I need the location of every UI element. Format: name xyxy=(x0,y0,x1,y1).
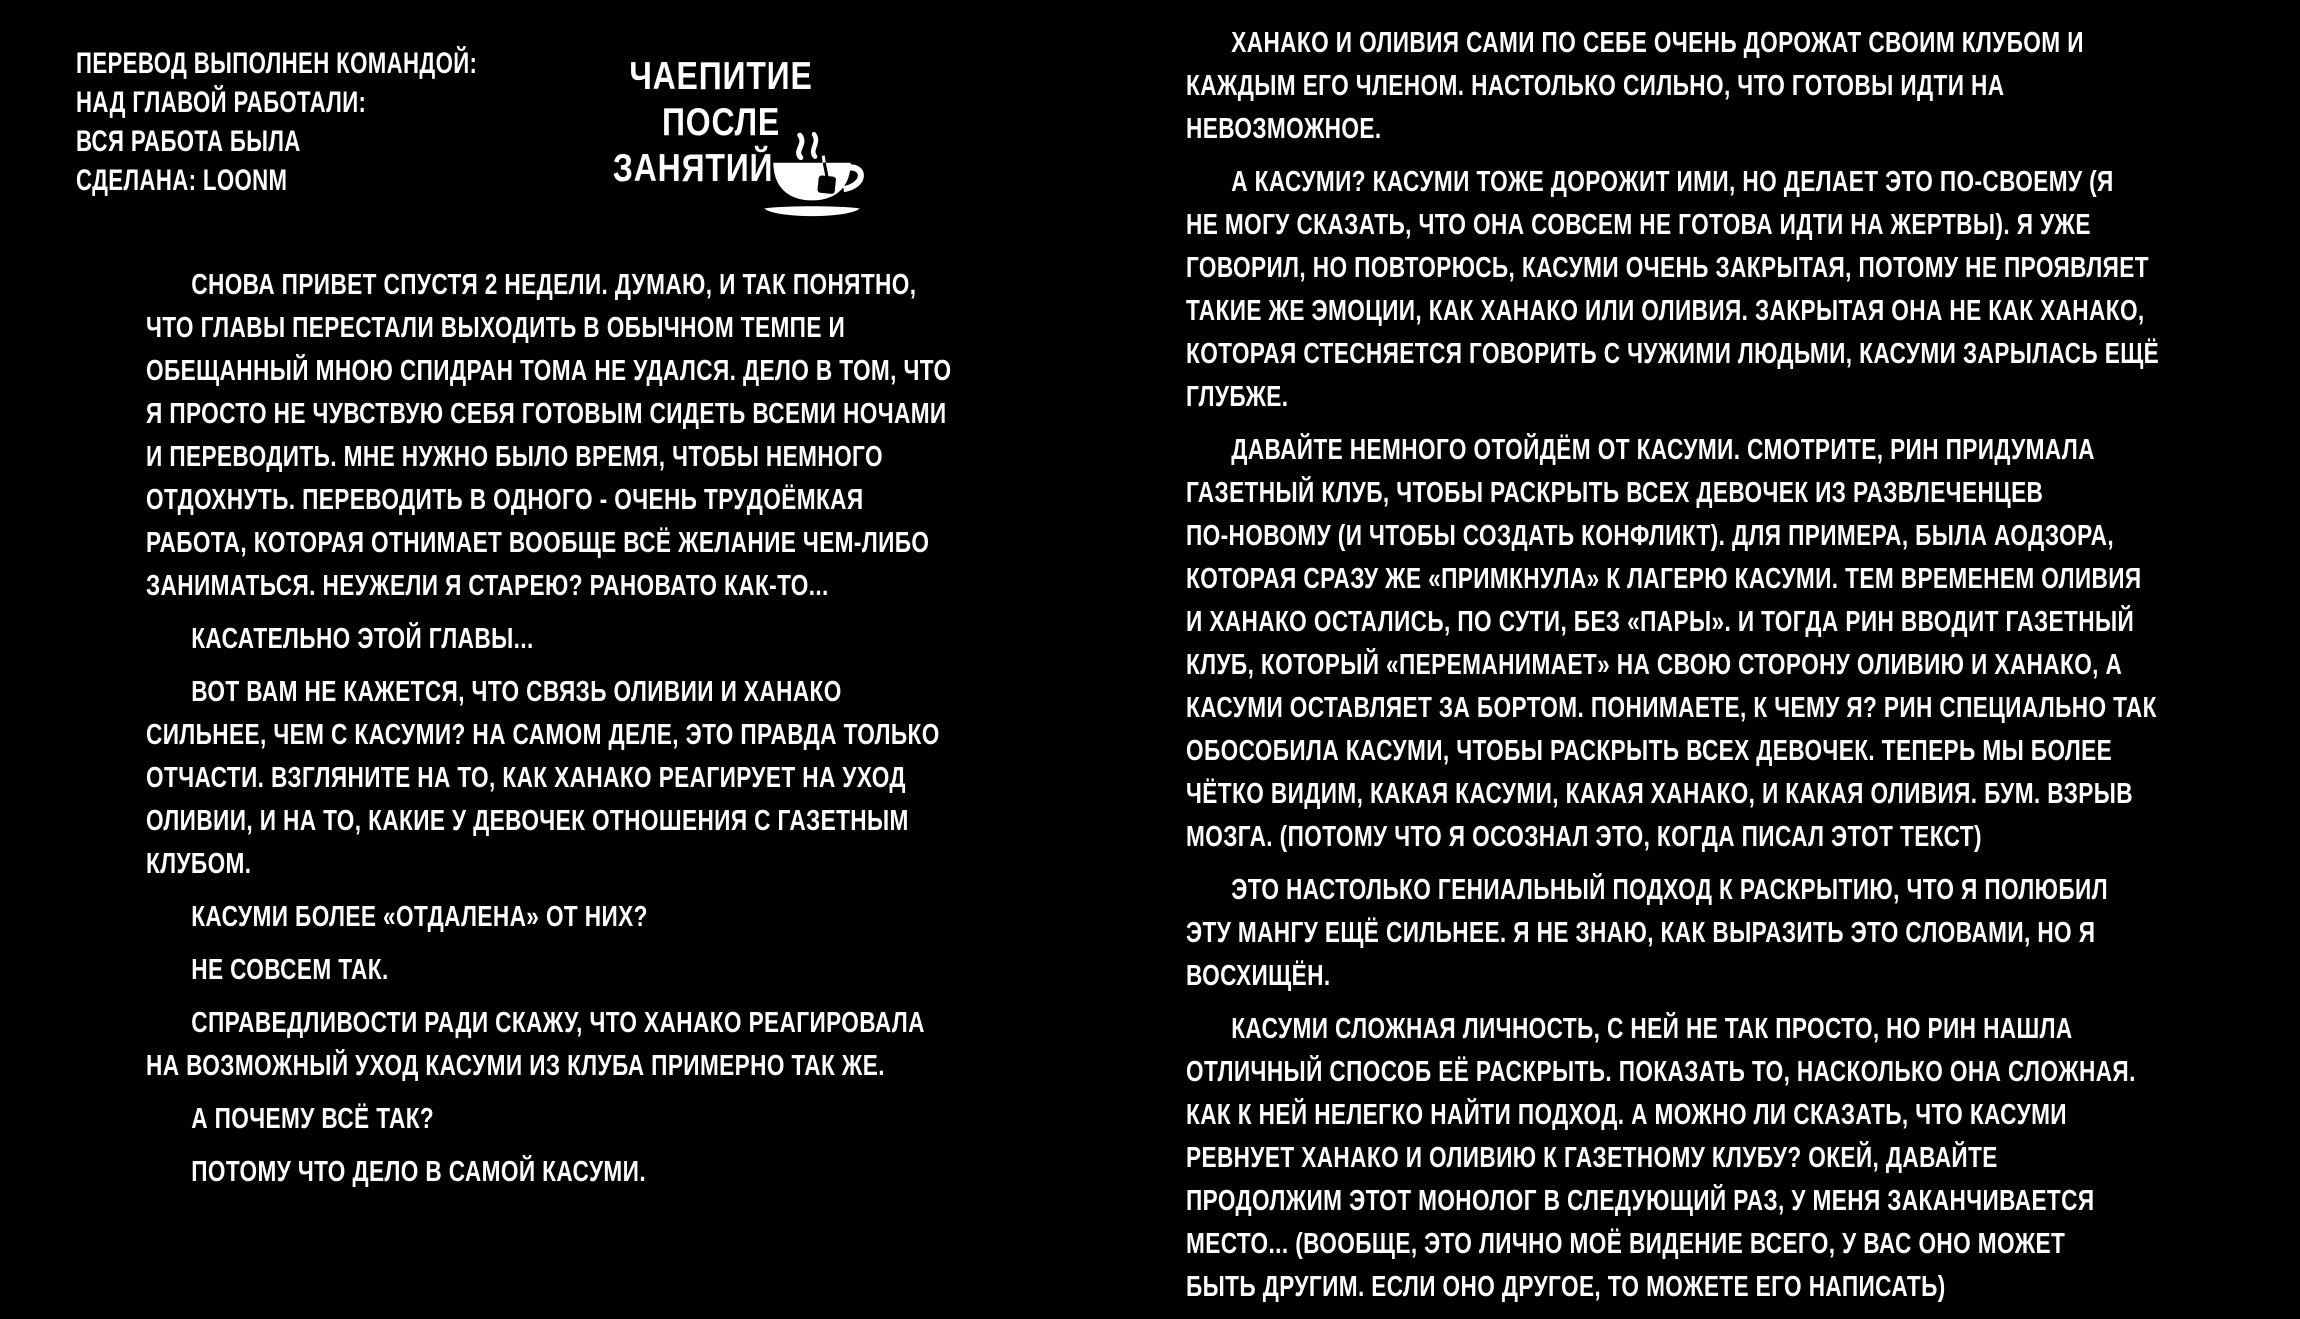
text-line: МЕСТО... (ВООБЩЕ, ЭТО ЛИЧНО МОЁ ВИДЕНИЕ ВСЕГО, У ВАС ОНО МОЖЕТ xyxy=(1186,1228,2066,1260)
text-line: НЕ МОГУ СКАЗАТЬ, ЧТО ОНА СОВСЕМ НЕ ГОТОВА ИДТИ НА ЖЕРТВЫ). Я УЖЕ xyxy=(1186,209,2091,241)
text-line: КОТОРАЯ СРАЗУ ЖЕ «ПРИМКНУЛА» К ЛАГЕРЮ КАСУМИ. ТЕМ ВРЕМЕНЕМ ОЛИВИЯ xyxy=(1186,563,2142,595)
text-line: ХАНАКО И ОЛИВИЯ САМИ ПО СЕБЕ ОЧЕНЬ ДОРОЖАТ СВОИМ КЛУБОМ И xyxy=(1231,27,2084,59)
text-line: КЛУБ, КОТОРЫЙ «ПЕРЕМАНИМАЕТ» НА СВОЮ СТОРОНУ ОЛИВИЮ И ХАНАКО, А xyxy=(1186,649,2123,681)
paragraph xyxy=(146,896,951,939)
text-line: ЗАНИМАТЬСЯ. НЕУЖЕЛИ Я СТАРЕЮ? РАНОВАТО КАК-ТО... xyxy=(146,570,829,602)
credit-line: НАД ГЛАВОЙ РАБОТАЛИ: xyxy=(76,86,367,119)
text-line: СПРАВЕДЛИВОСТИ РАДИ СКАЖУ, ЧТО ХАНАКО РЕАГИРОВАЛА xyxy=(191,1007,925,1039)
text-line: СНОВА ПРИВЕТ СПУСТЯ 2 НЕДЕЛИ. ДУМАЮ, И ТАК ПОНЯТНО, xyxy=(191,269,917,301)
title-line: ЧАЕПИТИЕ xyxy=(629,55,813,98)
text-line: КАСУМИ ОСТАВЛЯЕТ ЗА БОРТОМ. ПОНИМАЕТЕ, К ЧЕМУ Я? РИН СПЕЦИАЛЬНО ТАК xyxy=(1186,692,2157,724)
text-line: НЕВОЗМОЖНОЕ. xyxy=(1186,113,1382,145)
paragraph xyxy=(1186,429,2159,859)
title-line: ЗАНЯТИЙ xyxy=(612,147,774,190)
title-line: ПОСЛЕ xyxy=(661,101,781,144)
text-line: МОЗГА. (ПОТОМУ ЧТО Я ОСОЗНАЛ ЭТО, КОГДА ПИСАЛ ЭТОТ ТЕКСТ) xyxy=(1186,821,1982,853)
text-line: КАК К НЕЙ НЕЛЕГКО НАЙТИ ПОДХОД. А МОЖНО ЛИ СКАЗАТЬ, ЧТО КАСУМИ xyxy=(1186,1099,2067,1131)
paragraph xyxy=(1186,161,2159,419)
text-line: ОТДОХНУТЬ. ПЕРЕВОДИТЬ В ОДНОГО - ОЧЕНЬ ТРУДОЁМКАЯ xyxy=(146,484,864,516)
translation-credits xyxy=(76,44,477,200)
page-title xyxy=(596,54,846,192)
text-line: Я ПРОСТО НЕ ЧУВСТВУЮ СЕБЯ ГОТОВЫМ СИДЕТЬ ВСЕМИ НОЧАМИ xyxy=(146,398,947,430)
credit-line: ВСЯ РАБОТА БЫЛА xyxy=(76,125,301,158)
text-line: ОЛИВИИ, И НА ТО, КАКИЕ У ДЕВОЧЕК ОТНОШЕНИЯ С ГАЗЕТНЫМ xyxy=(146,805,909,837)
text-line: КАСУМИ БОЛЕЕ «ОТДАЛЕНА» ОТ НИХ? xyxy=(191,901,648,933)
paragraph xyxy=(146,1002,951,1088)
text-line: И ПЕРЕВОДИТЬ. МНЕ НУЖНО БЫЛО ВРЕМЯ, ЧТОБЫ НЕМНОГО xyxy=(146,441,883,473)
text-line: ОБЕЩАННЫЙ МНОЮ СПИДРАН ТОМА НЕ УДАЛСЯ. ДЕЛО В ТОМ, ЧТО xyxy=(146,355,952,387)
text-line: ЧЁТКО ВИДИМ, КАКАЯ КАСУМИ, КАКАЯ ХАНАКО, И КАКАЯ ОЛИВИЯ. БУМ. ВЗРЫВ xyxy=(1186,778,2134,810)
text-line: СИЛЬНЕЕ, ЧЕМ С КАСУМИ? НА САМОМ ДЕЛЕ, ЭТО ПРАВДА ТОЛЬКО xyxy=(146,719,940,751)
credit-line: ПЕРЕВОД ВЫПОЛНЕН КОМАНДОЙ: xyxy=(76,47,478,80)
right-text-column xyxy=(1186,22,2159,1319)
paragraph xyxy=(1186,869,2159,998)
paragraph xyxy=(1186,22,2159,151)
teacup-icon xyxy=(756,126,868,230)
text-line: РЕВНУЕТ ХАНАКО И ОЛИВИЮ К ГАЗЕТНОМУ КЛУБУ? ОКЕЙ, ДАВАЙТЕ xyxy=(1186,1142,1998,1174)
text-line: ЭТО НАСТОЛЬКО ГЕНИАЛЬНЫЙ ПОДХОД К РАСКРЫТИЮ, ЧТО Я ПОЛЮБИЛ xyxy=(1231,874,2108,906)
paragraph xyxy=(1186,1008,2159,1309)
text-line: КОТОРАЯ СТЕСНЯЕТСЯ ГОВОРИТЬ С ЧУЖИМИ ЛЮДЬМИ, КАСУМИ ЗАРЫЛАСЬ ЕЩЁ xyxy=(1186,338,2160,370)
text-line: РАБОТА, КОТОРАЯ ОТНИМАЕТ ВООБЩЕ ВСЁ ЖЕЛАНИЕ ЧЕМ-ЛИБО xyxy=(146,527,930,559)
paragraph xyxy=(146,1151,951,1194)
text-line: ПО-НОВОМУ (И ЧТОБЫ СОЗДАТЬ КОНФЛИКТ). ДЛЯ ПРИМЕРА, БЫЛА АОДЗОРА, xyxy=(1186,520,2115,552)
text-line: БЫТЬ ДРУГИМ. ЕСЛИ ОНО ДРУГОЕ, ТО МОЖЕТЕ ЕГО НАПИСАТЬ) xyxy=(1186,1271,1946,1303)
paragraph xyxy=(146,949,951,992)
text-line: ДАВАЙТЕ НЕМНОГО ОТОЙДЁМ ОТ КАСУМИ. СМОТРИТЕ, РИН ПРИДУМАЛА xyxy=(1231,434,2095,466)
text-line: ЭТУ МАНГУ ЕЩЁ СИЛЬНЕЕ. Я НЕ ЗНАЮ, КАК ВЫРАЗИТЬ ЭТО СЛОВАМИ, НО Я xyxy=(1186,917,2096,949)
paragraph xyxy=(146,1098,951,1141)
text-line: ГАЗЕТНЫЙ КЛУБ, ЧТОБЫ РАСКРЫТЬ ВСЕХ ДЕВОЧЕК ИЗ РАЗВЛЕЧЕНЦЕВ xyxy=(1186,477,2044,509)
text-line: НЕ СОВСЕМ ТАК. xyxy=(191,954,389,986)
text-line: ГОВОРИЛ, НО ПОВТОРЮСЬ, КАСУМИ ОЧЕНЬ ЗАКРЫТАЯ, ПОТОМУ НЕ ПРОЯВЛЯЕТ xyxy=(1186,252,2149,284)
text-line: ВОСХИЩЁН. xyxy=(1186,960,1331,992)
text-line: ТАКИЕ ЖЕ ЭМОЦИИ, КАК ХАНАКО ИЛИ ОЛИВИЯ. ЗАКРЫТАЯ ОНА НЕ КАК ХАНАКО, xyxy=(1186,295,2145,327)
paragraph xyxy=(146,264,951,608)
text-line: И ХАНАКО ОСТАЛИСЬ, ПО СУТИ, БЕЗ «ПАРЫ». И ТОГДА РИН ВВОДИТ ГАЗЕТНЫЙ xyxy=(1186,606,2135,638)
text-line: А ПОЧЕМУ ВСЁ ТАК? xyxy=(191,1103,435,1135)
text-line: А КАСУМИ? КАСУМИ ТОЖЕ ДОРОЖИТ ИМИ, НО ДЕЛАЕТ ЭТО ПО-СВОЕМУ (Я xyxy=(1231,166,2114,198)
text-line: ГЛУБЖЕ. xyxy=(1186,381,1289,413)
text-line: ЧТО ГЛАВЫ ПЕРЕСТАЛИ ВЫХОДИТЬ В ОБЫЧНОМ ТЕМПЕ И xyxy=(146,312,846,344)
text-line: НА ВОЗМОЖНЫЙ УХОД КАСУМИ ИЗ КЛУБА ПРИМЕРНО ТАК ЖЕ. xyxy=(146,1050,885,1082)
text-line: КАСАТЕЛЬНО ЭТОЙ ГЛАВЫ... xyxy=(191,623,534,655)
text-line: КАСУМИ СЛОЖНАЯ ЛИЧНОСТЬ, С НЕЙ НЕ ТАК ПРОСТО, НО РИН НАШЛА xyxy=(1231,1013,2073,1045)
text-line: ОТЧАСТИ. ВЗГЛЯНИТЕ НА ТО, КАК ХАНАКО РЕАГИРУЕТ НА УХОД xyxy=(146,762,906,794)
text-line: ПРОДОЛЖИМ ЭТОТ МОНОЛОГ В СЛЕДУЮЩИЙ РАЗ, У МЕНЯ ЗАКАНЧИВАЕТСЯ xyxy=(1186,1185,2095,1217)
text-line: ПОТОМУ ЧТО ДЕЛО В САМОЙ КАСУМИ. xyxy=(191,1156,646,1188)
paragraph xyxy=(146,618,951,661)
credit-line: СДЕЛАНА: LOONM xyxy=(76,164,288,197)
left-text-column xyxy=(146,264,951,1204)
text-line: ВОТ ВАМ НЕ КАЖЕТСЯ, ЧТО СВЯЗЬ ОЛИВИИ И ХАНАКО xyxy=(191,676,842,708)
text-line: ОБОСОБИЛА КАСУМИ, ЧТОБЫ РАСКРЫТЬ ВСЕХ ДЕВОЧЕК. ТЕПЕРЬ МЫ БОЛЕЕ xyxy=(1186,735,2113,767)
text-line: ОТЛИЧНЫЙ СПОСОБ ЕЁ РАСКРЫТЬ. ПОКАЗАТЬ ТО, НАСКОЛЬКО ОНА СЛОЖНАЯ. xyxy=(1186,1056,2136,1088)
text-line: КАЖДЫМ ЕГО ЧЛЕНОМ. НАСТОЛЬКО СИЛЬНО, ЧТО ГОТОВЫ ИДТИ НА xyxy=(1186,70,2005,102)
text-line: КЛУБОМ. xyxy=(146,848,252,880)
paragraph xyxy=(146,671,951,886)
